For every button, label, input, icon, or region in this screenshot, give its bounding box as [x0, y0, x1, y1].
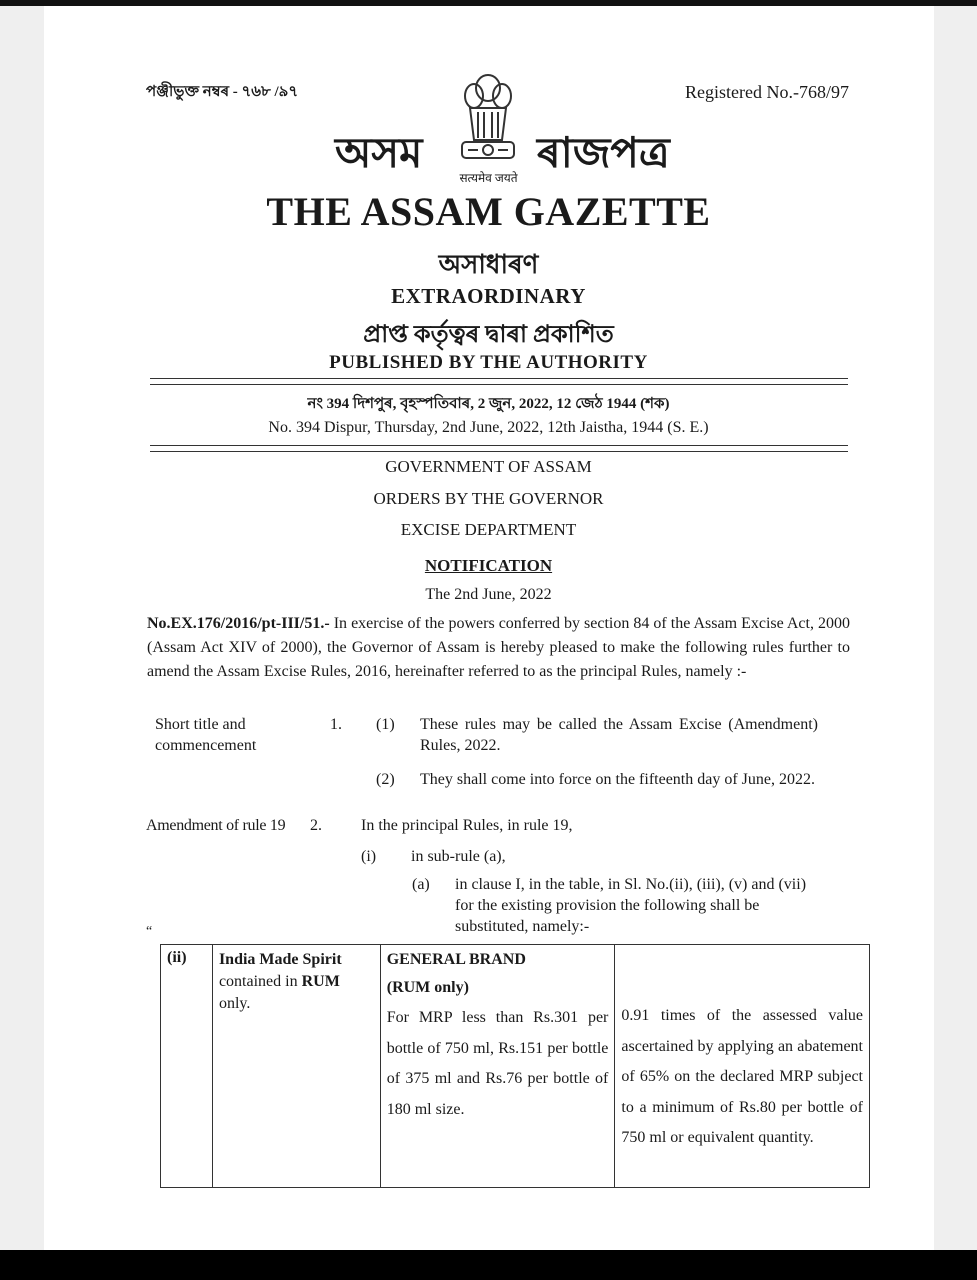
- rule-number-2: 2.: [310, 817, 322, 834]
- description-rum: RUM: [301, 973, 340, 990]
- extraordinary-label: EXTRAORDINARY: [391, 284, 586, 308]
- intro-text: In exercise of the powers conferred by section 84 of the Assam Excise Act, 2000 (Assam Act XIV of 2000), the Governor of Assam is hereby pleased to make the following rules further to amend the Assam Excise Rules, 2016, hereinafter referred to as the principal Rules, namely :-: [147, 615, 850, 680]
- brand-subtitle: (RUM only): [386, 979, 469, 996]
- extraordinary-assamese: অসাধাৰণ: [438, 250, 539, 279]
- divider: [150, 384, 848, 385]
- opening-quote: “: [146, 924, 153, 939]
- issue-line: No. 394 Dispur, Thursday, 2nd June, 2022, 12th Jaistha, 1944 (S. E.): [268, 419, 709, 436]
- clause-number-a: (a): [412, 876, 430, 893]
- description-text: contained in: [218, 973, 302, 990]
- gazette-title: THE ASSAM GAZETTE: [266, 189, 711, 234]
- masthead-assamese-left: অসম: [335, 131, 423, 177]
- subrule-number-1: (1): [376, 716, 395, 733]
- margin-note-short-title: Short title and commencement: [155, 716, 257, 754]
- notification-heading: NOTIFICATION: [424, 556, 553, 575]
- department-heading: EXCISE DEPARTMENT: [400, 520, 577, 539]
- subrule-text-2: They shall come into force on the fifteenth day of June, 2022.: [420, 771, 815, 788]
- orders-heading: ORDERS BY THE GOVERNOR: [373, 489, 604, 508]
- notification-reference: No.EX.176/2016/pt-III/51.-: [147, 615, 330, 632]
- government-heading: GOVERNMENT OF ASSAM: [385, 457, 592, 476]
- duty-table: [160, 944, 870, 1188]
- rule-number-1: 1.: [330, 716, 342, 733]
- description-bold: India Made Spirit: [218, 951, 342, 968]
- registered-number: Registered No.-768/97: [685, 82, 849, 102]
- subrule-text-1: These rules may be called the Assam Excise (Amendment) Rules, 2022.: [420, 716, 818, 754]
- divider: [150, 445, 848, 446]
- rule-2-text: In the principal Rules, in rule 19,: [361, 817, 573, 834]
- serial-number-cell: (ii): [161, 945, 213, 1188]
- masthead-assamese-right: ৰাজপত্ৰ: [537, 131, 670, 177]
- divider: [150, 378, 848, 379]
- national-emblem-icon: [452, 68, 524, 172]
- notification-date: The 2nd June, 2022: [425, 586, 552, 603]
- duty-text: 0.91 times of the assessed value ascertained by applying an abatement of 65% on the declared MRP subject to a minimum of Rs.80 per bottle of 750 ml or equivalent quantity.: [621, 1007, 863, 1146]
- registered-number-bengali: পঞ্জীভুক্ত নম্বৰ - ৭৬৮ /৯৭: [146, 84, 299, 100]
- intro-paragraph: [147, 612, 850, 684]
- table-row: [161, 945, 870, 1188]
- published-by-authority: PUBLISHED BY THE AUTHORITY: [329, 352, 648, 373]
- description-cell: [212, 945, 380, 1188]
- clause-number-i: (i): [361, 848, 377, 865]
- divider: [150, 451, 848, 452]
- emblem-motto: सत्यमेव जयते: [459, 171, 518, 185]
- issue-line-assamese: নং 394 দিশপুৰ, বৃহস্পতিবাৰ, 2 জুন, 2022, 12 জেঠ 1944 (শক): [307, 396, 670, 412]
- duty-cell: [615, 945, 870, 1188]
- clause-text-i: in sub-rule (a),: [411, 848, 506, 865]
- clause-text-a: in clause I, in the table, in Sl. No.(ii), (iii), (v) and (vii) for the existing provision the following shall be substituted, namely:-: [455, 876, 807, 935]
- brand-mrp-text: For MRP less than Rs.301 per bottle of 750 ml, Rs.151 per bottle of 375 ml and Rs.76 per bottle of 180 ml size.: [386, 1009, 609, 1118]
- screen-bottom-bar: [0, 1250, 977, 1280]
- description-end: only.: [218, 995, 251, 1012]
- brand-cell: [380, 945, 615, 1188]
- subrule-number-2: (2): [376, 771, 395, 788]
- brand-title: GENERAL BRAND: [386, 951, 526, 968]
- margin-note-amendment: Amendment of rule 19: [146, 817, 286, 834]
- published-by-authority-assamese: প্ৰাপ্ত কৰ্তৃত্বৰ দ্বাৰা প্ৰকাশিত: [363, 322, 614, 348]
